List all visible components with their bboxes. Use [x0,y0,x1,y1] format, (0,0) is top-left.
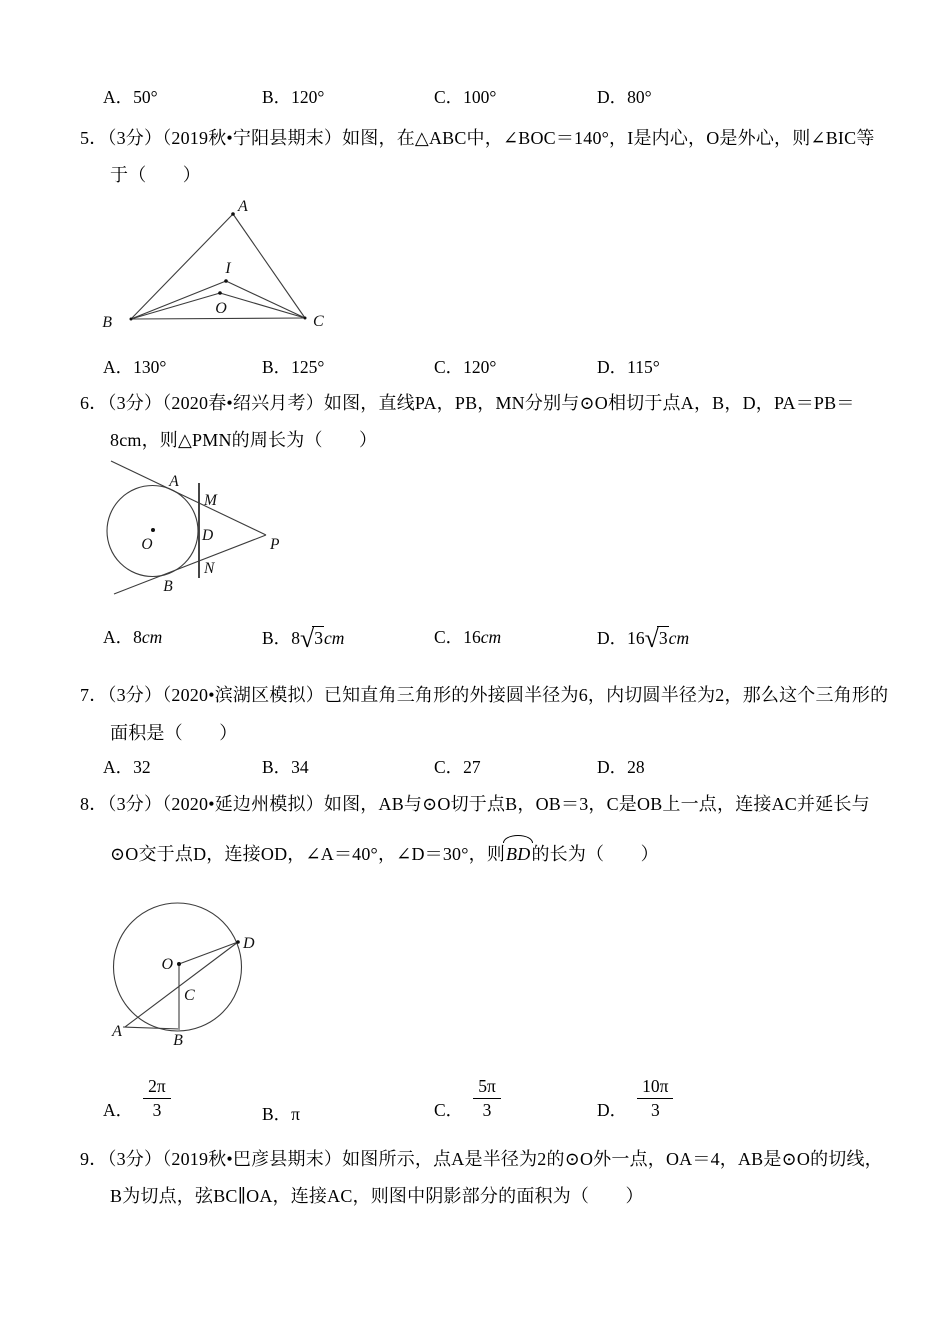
q5-options-row [0,356,950,390]
q8-line2-pre: ⊙O交于点D，连接OD，∠A＝40°，∠D＝30°，则 [110,844,506,864]
center-dot [151,528,155,532]
point-i [224,279,228,283]
q6-text-line2: 8cm，则△PMN的周长为（ ） [110,430,378,450]
q7-option-b: B．34 [262,757,309,777]
option-letter: B． [262,628,292,648]
q7-text-line2: 面积是（ ） [110,723,238,743]
label-p: P [270,536,280,553]
option-number: 16 [627,628,645,648]
label-n: N [204,560,215,577]
radicand: 3 [314,628,323,648]
option-letter: A． [103,1100,134,1120]
q5-option-d: D．115° [597,357,660,377]
q4-options-row [0,86,950,120]
tangent-pa [111,461,266,535]
q8-options-row [0,1076,950,1132]
q6-option-c [434,626,501,648]
side-ac [233,214,305,318]
segment-bi [131,281,226,319]
numerator: 5π [473,1076,501,1099]
option-letter: C． [434,627,464,647]
option-unit: cm [668,628,690,648]
tangent-pb [114,535,266,594]
label-o: O [161,956,173,973]
q8-text-line2 [110,843,659,865]
option-letter: C． [434,1100,464,1120]
q7-options-row [0,756,950,790]
q4-option-a: A．50° [103,87,158,107]
label-a: A [238,198,248,215]
side-bc [131,318,305,319]
q6-option-b [262,626,344,649]
label-d: D [202,527,214,544]
option-letter: D． [597,628,628,648]
label-b: B [163,578,173,595]
q6-text-line1: 6．（3分）（2020春•绍兴月考）如图，直线PA，PB，MN分别与⊙O相切于点A，B，D，PA＝PB＝ [80,393,855,413]
point-c [304,317,307,320]
q5-text-line2: 于（ ） [110,165,201,185]
option-unit: cm [141,627,163,647]
fraction [473,1076,501,1121]
point-b [130,318,133,321]
label-a: A [112,1023,122,1040]
numerator: 10π [637,1076,673,1099]
denominator: 3 [650,1100,660,1120]
point-o [218,291,222,295]
label-d: D [243,935,255,952]
arc-bd: BD [506,844,531,864]
label-o: O [141,536,153,553]
denominator: 3 [152,1100,162,1120]
option-letter: A． [103,627,134,647]
option-letter: D． [597,1100,628,1120]
circle-o [114,903,242,1031]
label-i: I [225,260,231,277]
segment-oc [220,293,305,318]
q7-option-a: A．32 [103,757,151,777]
label-c: C [184,987,195,1004]
q7-option-c: C．27 [434,757,481,777]
option-number: 8 [133,627,142,647]
q8-option-d [597,1076,673,1121]
radicand: 3 [658,628,668,648]
q5-text-line1: 5．（3分）（2019秋•宁阳县期末）如图，在△ABC中，∠BOC＝140°，I是内心，O是外心，则∠BIC等 [80,128,875,148]
q8-figure [100,890,275,1055]
q9-text-line1: 9．（3分）（2019秋•巴彦县期末）如图所示，点A是半径为2的⊙O外一点，OA＝4，AB是⊙O的切线， [80,1149,883,1169]
q9-text-line2: B为切点，弦BC∥OA，连接AC，则图中阴影部分的面积为（ ） [110,1186,644,1206]
label-m: M [204,492,217,509]
q4-option-d: D．80° [597,87,652,107]
tangent-ab [123,1027,180,1029]
q4-option-c: C．100° [434,87,497,107]
fraction [143,1076,171,1121]
label-b: B [102,314,112,331]
q5-option-a: A．130° [103,357,167,377]
q5-option-c: C．120° [434,357,497,377]
q4-option-b: B．120° [262,87,325,107]
center-dot [177,962,181,966]
point-d [236,940,240,944]
sqrt-radical [645,626,669,649]
label-b: B [173,1032,183,1049]
denominator: 3 [482,1100,492,1120]
q6-figure [85,452,300,607]
radius-od [179,942,238,964]
q7-option-d: D．28 [597,757,645,777]
numerator: 2π [143,1076,171,1099]
q5-option-b: B．125° [262,357,325,377]
option-number: 16 [463,627,481,647]
q8-text-line1: 8．（3分）（2020•延边州模拟）如图，AB与⊙O切于点B，OB＝3，C是OB上一点，连接AC并延长与 [80,794,870,814]
q5-figure [95,190,345,340]
q6-option-d [597,626,689,649]
label-o: O [215,300,227,317]
segment-ic [226,281,305,318]
option-number: 8 [291,628,300,648]
q8-option-a [103,1076,171,1121]
q7-text-line1: 7．（3分）（2020•滨湖区模拟）已知直角三角形的外接圆半径为6，内切圆半径为2，那么这个三角形的 [80,685,889,705]
q8-line2-post: 的长为（ ） [531,844,659,864]
label-a: A [169,473,179,490]
point-a [231,212,235,216]
q8-option-c [434,1076,501,1121]
option-unit: cm [480,627,502,647]
sqrt-radical [300,626,324,649]
fraction [637,1076,673,1121]
q6-option-a [103,626,162,648]
option-unit: cm [323,628,345,648]
q8-option-b: B．π [262,1104,301,1124]
q6-options-row [0,626,950,660]
label-c: C [313,313,324,330]
